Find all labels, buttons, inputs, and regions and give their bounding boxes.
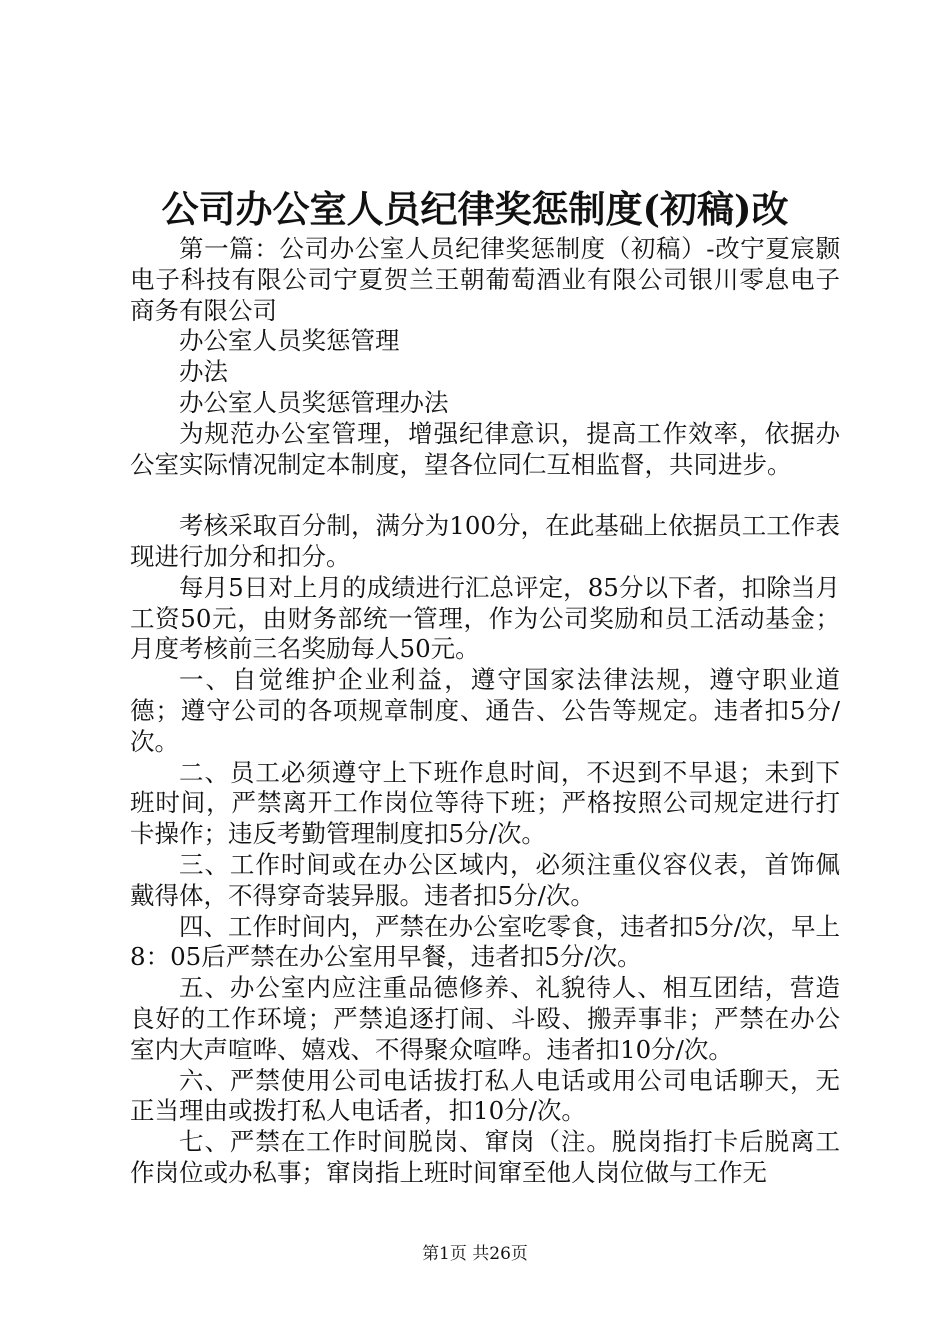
- paragraph: 每月5日对上月的成绩进行汇总评定，85分以下者，扣除当月工资50元，由财务部统一管理，作为公司奖励和员工活动基金；月度考核前三名奖励每人50元。: [130, 572, 840, 664]
- document-title: 公司办公室人员纪律奖惩制度(初稿)改: [161, 187, 789, 231]
- paragraph: 办公室人员奖惩管理办法: [179, 387, 449, 417]
- document-body: [130, 234, 840, 1189]
- paragraph: 二、员工必须遵守上下班作息时间，不迟到不早退；未到下班时间，严禁离开工作岗位等待下班；严格按照公司规定进行打卡操作；违反考勤管理制度扣5分/次。: [130, 757, 840, 849]
- paragraph: 第一篇：公司办公室人员纪律奖惩制度（初稿）-改宁夏宸颢电子科技有限公司宁夏贺兰王朝葡萄酒业有限公司银川零息电子商务有限公司: [130, 234, 840, 325]
- paragraph: 三、工作时间或在办公区域内，必须注重仪容仪表，首饰佩戴得体，不得穿奇装异服。违者扣5分/次。: [130, 849, 840, 910]
- paragraph: 七、严禁在工作时间脱岗、窜岗（注。脱岗指打卡后脱离工作岗位或办私事；窜岗指上班时间窜至他人岗位做与工作无: [130, 1127, 840, 1187]
- paragraph: 六、严禁使用公司电话拔打私人电话或用公司电话聊天，无正当理由或拨打私人电话者，扣10分/次。: [130, 1065, 840, 1126]
- paragraph: 五、办公室内应注重品德修养、礼貌待人、相互团结，营造良好的工作环境；严禁追逐打闹、斗殴、搬弄事非；严禁在办公室内大声喧哗、嬉戏、不得聚众喧哗。违者扣10分/次。: [130, 973, 840, 1064]
- paragraph: 为规范办公室管理，增强纪律意识，提高工作效率，依据办公室实际情况制定本制度，望各位同仁互相监督，共同进步。: [130, 418, 840, 479]
- paragraph: 四、工作时间内，严禁在办公室吃零食，违者扣5分/次，早上8：05后严禁在办公室用早餐，违者扣5分/次。: [130, 911, 840, 972]
- paragraph: 办公室人员奖惩管理: [179, 326, 400, 356]
- page-footer: 第1页 共26页: [422, 1244, 528, 1264]
- paragraph: 一、自觉维护企业利益，遵守国家法律法规，遵守职业道德；遵守公司的各项规章制度、通告、公告等规定。违者扣5分/次。: [130, 665, 840, 756]
- paragraph: 考核采取百分制，满分为100分，在此基础上依据员工工作表现进行加分和扣分。: [130, 511, 840, 571]
- paragraph: 办法: [179, 357, 228, 387]
